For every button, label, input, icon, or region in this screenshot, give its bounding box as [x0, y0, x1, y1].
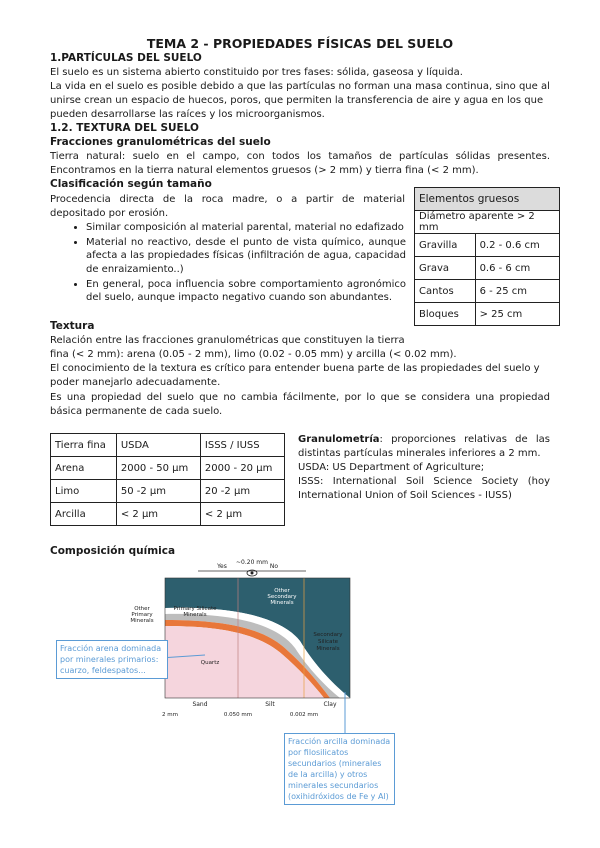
primary-silicate-label: Minerals: [183, 612, 207, 618]
column-header: USDA: [116, 434, 200, 457]
callout-line: por minerales primarios:: [60, 655, 159, 664]
bullet-item: • Similar composición al material parental, material no edafizado: [86, 221, 406, 234]
callout-line: (oxihidróxidos de Fe y Al): [288, 792, 389, 801]
callout-line: Fracción arcilla dominada: [288, 737, 391, 746]
table-subheader: Diámetro aparente > 2 mm: [415, 211, 560, 234]
other-secondary-label: Minerals: [270, 600, 294, 606]
paragraph-line: Es una propiedad del suelo que no cambia fácilmente, por lo que se considera una propiedad: [50, 392, 550, 403]
callout-line: Fracción arena dominada: [60, 644, 162, 653]
table-header: Elementos gruesos: [415, 188, 560, 211]
paragraph-line: básica permanente de cada suelo.: [50, 406, 223, 417]
other-primary-label: Other: [134, 606, 150, 612]
table-cell: 0.6 - 6 cm: [475, 257, 559, 280]
table-cell: 6 - 25 cm: [475, 280, 559, 303]
paragraph-line: Tierra natural: suelo en el campo, con todos los tamaños de partículas sólidas presentes.: [50, 151, 550, 162]
table-cell: Cantos: [415, 280, 476, 303]
isss-definition: ISSS: International Soil Science Society (hoy International Union of Soil Sciences - IUSS): [298, 476, 550, 502]
paragraph-line: Procedencia directa de la roca madre, o a partir de material: [50, 194, 405, 205]
yes-label: Yes: [217, 563, 227, 570]
table-cell: 2000 - 50 µm: [116, 457, 200, 480]
table-cell: Limo: [51, 480, 117, 503]
table-cell: > 25 cm: [475, 303, 559, 326]
other-secondary-label: Other: [274, 588, 290, 594]
subheading-fractions: Fracciones granulométricas del suelo: [50, 136, 271, 148]
table-cell: Arcilla: [51, 503, 117, 526]
paragraph-line: fina (< 2 mm): arena (0.05 - 2 mm), limo (0.02 - 0.05 mm) y arcilla (< 0.02 mm).: [50, 349, 457, 360]
paragraph-line: pueden desarrollarse las raíces y los microorganismos.: [50, 109, 325, 120]
term: Granulometría: [298, 434, 380, 445]
paragraph-line: poder manejarlo adecuadamente.: [50, 377, 221, 388]
table-cell: Bloques: [415, 303, 476, 326]
tick-label: 0.050 mm: [223, 712, 253, 718]
paragraph-line: Relación entre las fracciones granulométricas que constituyen la tierra: [50, 335, 405, 346]
bullet-item: • En general, poca influencia sobre comportamiento agronómico del suelo, aunque impacto negativo cuando son abundantes.: [86, 278, 406, 304]
callout-line: por filosilicatos: [288, 748, 349, 757]
subheading-texture: Textura: [50, 320, 95, 332]
page-title: TEMA 2 - PROPIEDADES FÍSICAS DEL SUELO: [146, 36, 454, 51]
callout-line: de la arcilla) y otros: [288, 770, 368, 779]
table-cell: < 2 µm: [116, 503, 200, 526]
table-cell: < 2 µm: [200, 503, 284, 526]
other-secondary-label: Secondary: [267, 594, 297, 600]
clay-label: Clay: [323, 701, 337, 708]
primary-silicate-label: Primary Silicate: [173, 606, 217, 612]
definition: : proporciones relativas de las distintas partículas minerales inferiores a 2 mm.: [298, 434, 550, 460]
paragraph-line: La vida en el suelo es posible debido a que las partículas no forman una masa continua, sino que al: [50, 81, 550, 92]
paragraph-line: El conocimiento de la textura es crítico para entender buena parte de las propiedades del suelo y: [50, 363, 540, 374]
table-cell: Gravilla: [415, 234, 476, 257]
callout-line: secundarios (minerales: [288, 759, 382, 768]
no-label: No: [269, 563, 279, 570]
usda-definition: USDA: US Department of Agriculture;: [298, 462, 485, 473]
column-header: ISSS / IUSS: [200, 434, 284, 457]
paragraph-line: Encontramos en la tierra natural elementos gruesos (> 2 mm) y tierra fina (< 2 mm).: [50, 165, 479, 176]
secondary-silicate-label: Silicate: [317, 639, 339, 645]
tick-label: 0.002 mm: [289, 712, 319, 718]
table-cell: Arena: [51, 457, 117, 480]
table-cell: 0.2 - 0.6 cm: [475, 234, 559, 257]
callout-clay: [284, 733, 395, 805]
silt-label: Silt: [265, 701, 275, 708]
secondary-silicate-label: Minerals: [316, 646, 340, 652]
callout-sand: [56, 640, 168, 679]
table-cell: Grava: [415, 257, 476, 280]
paragraph-line: unirse crean un espacio de huecos, poros, que permiten la transferencia de aire y agua en los que: [50, 95, 544, 106]
other-primary-label: Primary: [131, 612, 153, 618]
quartz-label: Quartz: [200, 660, 220, 666]
section-heading-particles: 1.PARTÍCULAS DEL SUELO: [50, 52, 202, 64]
other-primary-label: Minerals: [130, 618, 154, 624]
callout-line: cuarzo, feldespatos...: [60, 666, 146, 675]
column-header: Tierra fina: [51, 434, 117, 457]
table-cell: 50 -2 µm: [116, 480, 200, 503]
table-cell: 2000 - 20 µm: [200, 457, 284, 480]
paragraph-line: depositado por erosión.: [50, 208, 169, 219]
tick-label: 2 mm: [162, 712, 178, 718]
table-cell: 20 -2 µm: [200, 480, 284, 503]
bullet-item: • Material no reactivo, desde el punto de vista químico, aunque afecta a las propiedades físicas (infiltración de agua, capacidad de enraizamiento..): [86, 236, 406, 276]
paragraph: El suelo es un sistema abierto constituido por tres fases: sólida, gaseosa y líquida.: [50, 67, 463, 78]
callout-line: minerales secundarios: [288, 781, 379, 790]
subheading-classification: Clasificación según tamaño: [50, 178, 212, 190]
subheading-composition: Composición química: [50, 545, 176, 557]
secondary-silicate-label: Secondary: [313, 632, 343, 638]
section-heading-texture: 1.2. TEXTURA DEL SUELO: [50, 122, 199, 134]
sand-label: Sand: [192, 701, 208, 708]
scale-label: ~0.20 mm: [236, 559, 268, 566]
